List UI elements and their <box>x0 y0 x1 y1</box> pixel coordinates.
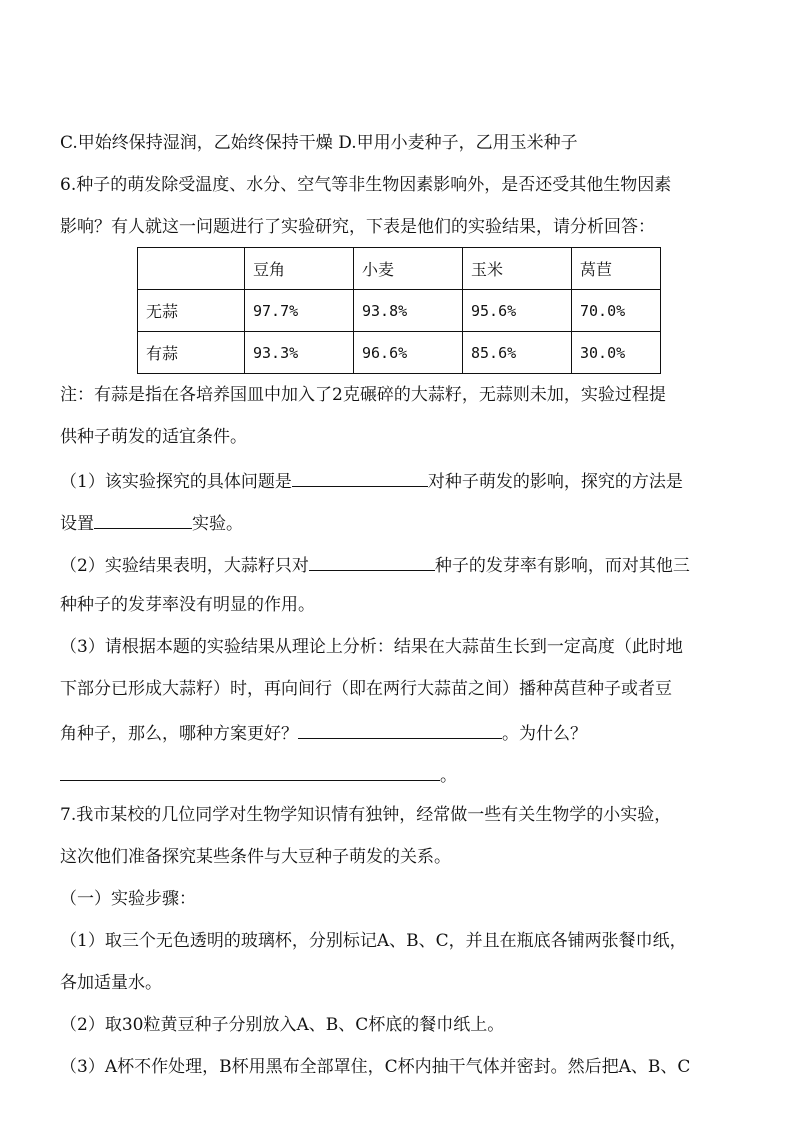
step-3-text: （3）A杯不作处理，B杯用黑布全部罩住，C杯内抽干气体并密封。然后把A、B、C <box>60 1057 691 1077</box>
sub-question-1-line-2 <box>60 510 243 535</box>
row-label: 有蒜 <box>138 332 245 374</box>
answer-blank[interactable] <box>309 552 435 571</box>
table-cell: 30.0% <box>572 332 661 374</box>
sub-question-3-line-2: 下部分已形成大蒜籽）时，再向间行（即在两行大蒜苗之间）播种莴苣种子或者豆 <box>60 679 672 699</box>
answer-blank[interactable] <box>60 762 440 781</box>
sub-question-2-text-cont: 种子的发芽率有影响，而对其他三 <box>434 556 690 576</box>
step-1-line-2: 各加适量水。 <box>60 973 162 993</box>
sub-question-1-text-cont: 对种子萌发的影响，探究的方法是 <box>427 472 683 492</box>
table-cell: 95.6% <box>463 290 572 332</box>
table-header-cell: 豆角 <box>245 248 354 290</box>
option-c-d-text: C.甲始终保持湿润，乙始终保持干燥 D.甲用小麦种子，乙用玉米种子 <box>60 133 578 153</box>
sub-question-1-text: （1）该实验探究的具体问题是 <box>60 472 292 492</box>
steps-heading: （一）实验步骤： <box>60 889 196 909</box>
answer-blank[interactable] <box>292 468 428 487</box>
table-header-cell: 玉米 <box>463 248 572 290</box>
note-line-2: 供种子萌发的适宜条件。 <box>60 427 247 447</box>
step-1-line-1: （1）取三个无色透明的玻璃杯，分别标记A、B、C，并且在瓶底各铺两张餐巾纸， <box>60 931 687 951</box>
table-cell: 70.0% <box>572 290 661 332</box>
experiment-results-table <box>137 247 661 374</box>
table-cell: 96.6% <box>354 332 463 374</box>
row-label: 无蒜 <box>138 290 245 332</box>
table-row <box>138 290 661 332</box>
note-line-1: 注：有蒜是指在各培养国皿中加入了2克碾碎的大蒜籽，无蒜则未加，实验过程提 <box>60 385 666 405</box>
sub-question-1-text-cont: 实验。 <box>192 514 243 534</box>
sub-question-1-line-1 <box>60 468 683 493</box>
question-6-line-2: 影响？有人就这一问题进行了实验研究，下表是他们的实验结果，请分析回答： <box>60 217 655 237</box>
sub-question-3-line-4 <box>60 762 457 787</box>
answer-blank[interactable] <box>94 510 192 529</box>
sub-question-3-line-3 <box>60 720 587 745</box>
sub-question-3-text: 角种子，那么，哪种方案更好？ <box>60 724 298 744</box>
table-cell <box>138 248 245 290</box>
table-cell: 85.6% <box>463 332 572 374</box>
table-cell: 93.3% <box>245 332 354 374</box>
question-6-line-1: 6.种子的萌发除受温度、水分、空气等非生物因素影响外，是否还受其他生物因素 <box>60 175 672 195</box>
sub-question-2-line-1 <box>60 552 690 577</box>
table-header-cell: 莴苣 <box>572 248 661 290</box>
sub-question-3-line-1: （3）请根据本题的实验结果从理论上分析：结果在大蒜苗生长到一定高度（此时地 <box>60 637 683 657</box>
sub-question-2-line-2: 种种子的发芽率没有明显的作用。 <box>60 595 315 615</box>
sub-question-3-text-end: 。 <box>440 766 457 786</box>
table-cell: 97.7% <box>245 290 354 332</box>
table-row <box>138 332 661 374</box>
sub-question-3-text-cont: 。为什么？ <box>502 724 587 744</box>
question-7-line-1: 7.我市某校的几位同学对生物学知识情有独钟，经常做一些有关生物学的小实验， <box>60 805 672 825</box>
table-cell: 93.8% <box>354 290 463 332</box>
question-7-line-2: 这次他们准备探究某些条件与大豆种子萌发的关系。 <box>60 847 451 867</box>
sub-question-1-text: 设置 <box>60 514 94 534</box>
table-header-row <box>138 248 661 290</box>
sub-question-2-text: （2）实验结果表明，大蒜籽只对 <box>60 556 309 576</box>
table-header-cell: 小麦 <box>354 248 463 290</box>
answer-blank[interactable] <box>298 720 502 739</box>
step-2-text: （2）取30粒黄豆种子分别放入A、B、C杯底的餐巾纸上。 <box>60 1015 505 1035</box>
